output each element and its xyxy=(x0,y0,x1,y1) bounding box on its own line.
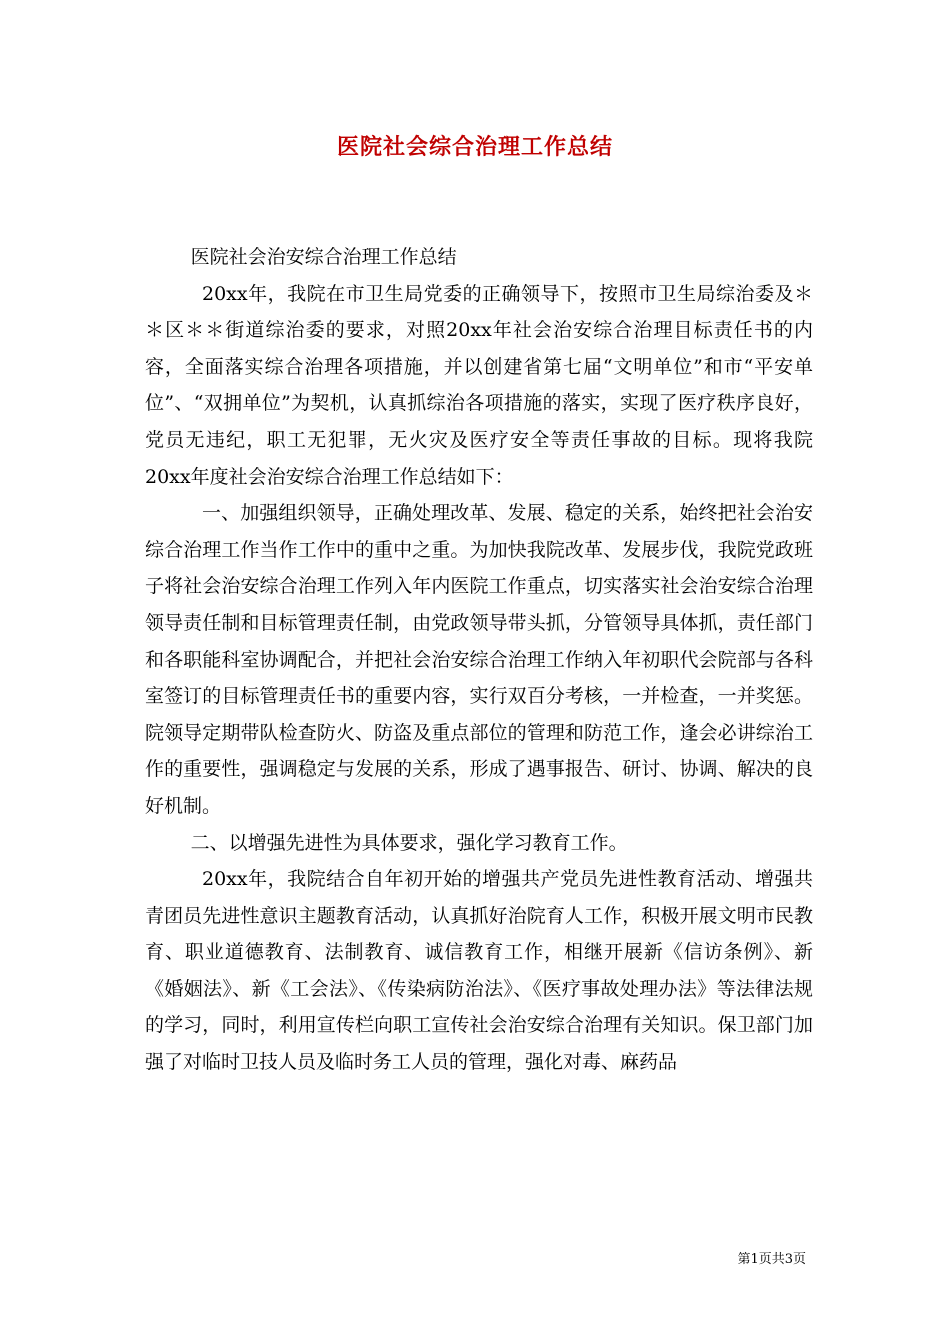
section-two-paragraph: 20xx年，我院结合自年初开始的增强共产党员先进性教育活动、增强共青团员先进性意识主题教育活动，认真抓好治院育人工作，积极开展文明市民教育、职业道德教育、法制教育、诚信教育工作，相继开展新《信访条例》、新《婚姻法》、新《工会法》、《传染病防治法》、《医疗事故处理办法》等法律法规的学习，同时，利用宣传栏向职工宣传社会治安综合治理有关知识。保卫部门加强了对临时卫技人员及临时务工人员的管理，强化对毒、麻药品 xyxy=(145,868,813,1074)
document-title: 医院社会综合治理工作总结 xyxy=(336,134,613,160)
document-body xyxy=(145,239,813,1081)
subtitle-paragraph: 医院社会治安综合治理工作总结 xyxy=(190,246,457,268)
intro-paragraph: 20xx年，我院在市卫生局党委的正确领导下，按照市卫生局综治委及＊＊区＊＊街道综治委的要求，对照20xx年社会治安综合治理目标责任书的内容，全面落实综合治理各项措施，并以创建省第七届“文明单位”和市“平安单位”、“双拥单位”为契机，认真抓综治各项措施的落实，实现了医疗秩序良好，党员无违纪，职工无犯罪，无火灾及医疗安全等责任事故的目标。现将我院20xx年度社会治安综合治理工作总结如下： xyxy=(145,282,813,488)
section-two-heading: 二、以增强先进性为具体要求，强化学习教育工作。 xyxy=(190,831,628,854)
section-one-paragraph: 一、加强组织领导，正确处理改革、发展、稳定的关系，始终把社会治安综合治理工作当作工作中的重中之重。为加快我院改革、发展步伐，我院党政班子将社会治安综合治理工作列入年内医院工作重点，切实落实社会治安综合治理领导责任制和目标管理责任制，由党政领导带头抓，分管领导具体抓，责任部门和各职能科室协调配合，并把社会治安综合治理工作纳入年初职代会院部与各科室签订的目标管理责任书的重要内容，实行双百分考核，一并检查，一并奖惩。院领导定期带队检查防火、防盗及重点部位的管理和防范工作，逢会必讲综治工作的重要性，强调稳定与发展的关系，形成了遇事报告、研讨、协调、解决的良好机制。 xyxy=(145,502,813,817)
page-number: 第1页共3页 xyxy=(737,1252,806,1267)
